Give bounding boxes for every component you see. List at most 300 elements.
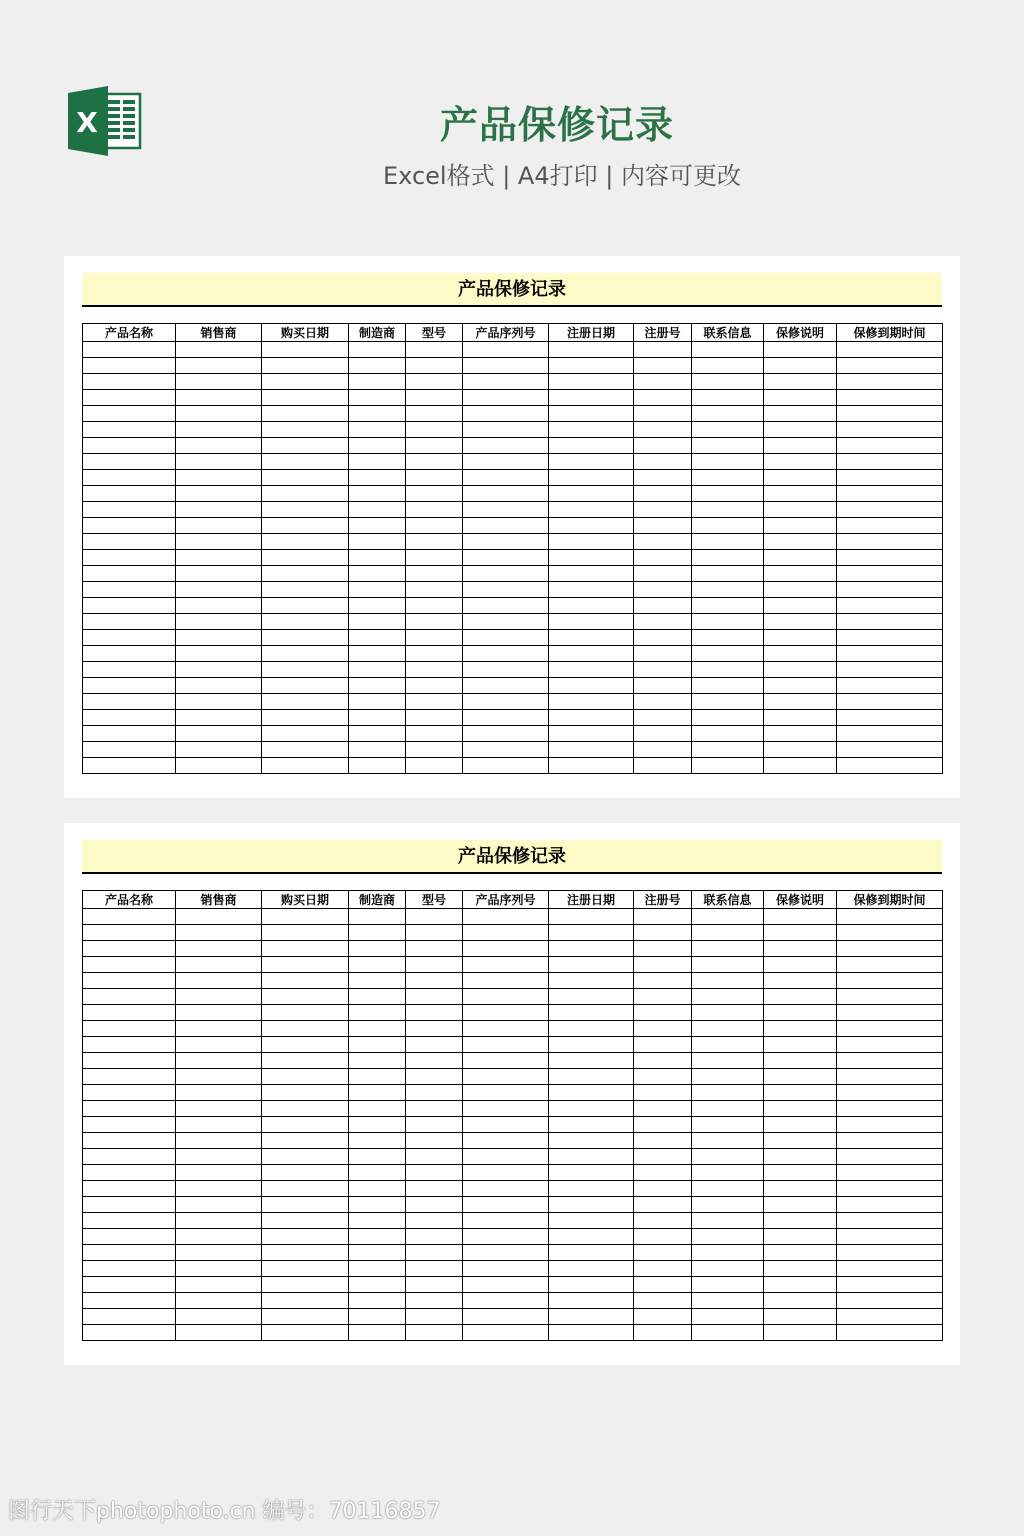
table-cell: [634, 1117, 692, 1133]
table-cell: [692, 1133, 764, 1149]
table-cell: [549, 358, 634, 374]
table-cell: [837, 566, 943, 582]
table-cell: [692, 726, 764, 742]
table-cell: [837, 1229, 943, 1245]
table-cell: [692, 470, 764, 486]
table-cell: [262, 342, 349, 358]
table-cell: [262, 678, 349, 694]
table-cell: [349, 957, 406, 973]
table-cell: [634, 646, 692, 662]
table-cell: [463, 1133, 549, 1149]
column-header: 产品名称: [83, 324, 176, 342]
table-cell: [463, 374, 549, 390]
table-cell: [634, 1309, 692, 1325]
table-cell: [463, 1197, 549, 1213]
table-cell: [83, 1261, 176, 1277]
table-cell: [692, 1277, 764, 1293]
table-cell: [349, 454, 406, 470]
table-cell: [549, 1277, 634, 1293]
table-cell: [406, 534, 463, 550]
table-row: [83, 614, 943, 630]
table-cell: [349, 534, 406, 550]
table-cell: [176, 1133, 262, 1149]
table-cell: [406, 909, 463, 925]
table-cell: [463, 662, 549, 678]
table-cell: [262, 502, 349, 518]
table-cell: [349, 550, 406, 566]
table-cell: [176, 662, 262, 678]
table-cell: [176, 1053, 262, 1069]
table-cell: [764, 925, 837, 941]
table-cell: [463, 1021, 549, 1037]
table-cell: [262, 1101, 349, 1117]
column-header: 保修说明: [764, 324, 837, 342]
table-cell: [837, 1085, 943, 1101]
table-cell: [549, 1181, 634, 1197]
table-cell: [837, 406, 943, 422]
table-cell: [83, 646, 176, 662]
table-cell: [406, 1053, 463, 1069]
table-cell: [837, 1037, 943, 1053]
table-cell: [349, 710, 406, 726]
table-cell: [837, 470, 943, 486]
table-cell: [83, 390, 176, 406]
table-cell: [349, 390, 406, 406]
table-cell: [349, 1021, 406, 1037]
table-cell: [764, 358, 837, 374]
table-row: [83, 1117, 943, 1133]
table-cell: [176, 973, 262, 989]
table-cell: [262, 989, 349, 1005]
table-cell: [349, 973, 406, 989]
table-cell: [349, 909, 406, 925]
column-header: 产品序列号: [463, 324, 549, 342]
table-cell: [406, 1005, 463, 1021]
table-cell: [837, 1165, 943, 1181]
table-cell: [349, 1149, 406, 1165]
table-cell: [837, 374, 943, 390]
table-cell: [349, 1229, 406, 1245]
table-cell: [349, 1101, 406, 1117]
table-cell: [837, 438, 943, 454]
table-cell: [349, 1325, 406, 1341]
table-cell: [83, 989, 176, 1005]
table-header-row: [83, 324, 943, 342]
table-cell: [764, 614, 837, 630]
table-cell: [764, 1197, 837, 1213]
table-cell: [634, 925, 692, 941]
table-cell: [764, 422, 837, 438]
table-cell: [692, 957, 764, 973]
page-title: 产品保修记录: [439, 103, 674, 147]
table-cell: [634, 438, 692, 454]
table-cell: [262, 534, 349, 550]
table-cell: [463, 989, 549, 1005]
table-cell: [262, 486, 349, 502]
table-cell: [634, 614, 692, 630]
table-cell: [692, 1229, 764, 1245]
column-header: 产品序列号: [463, 891, 549, 909]
table-cell: [406, 374, 463, 390]
table-cell: [463, 941, 549, 957]
table-cell: [837, 678, 943, 694]
table-cell: [837, 1149, 943, 1165]
table-cell: [349, 1197, 406, 1213]
table-cell: [692, 694, 764, 710]
table-cell: [406, 406, 463, 422]
table-row: [83, 518, 943, 534]
table-cell: [634, 582, 692, 598]
table-cell: [406, 1069, 463, 1085]
table-cell: [549, 614, 634, 630]
table-cell: [406, 502, 463, 518]
table-cell: [764, 1309, 837, 1325]
table-cell: [764, 454, 837, 470]
table-cell: [83, 534, 176, 550]
table-cell: [764, 438, 837, 454]
table-row: [83, 1005, 943, 1021]
table-cell: [634, 534, 692, 550]
table-cell: [463, 1213, 549, 1229]
table-row: [83, 1021, 943, 1037]
table-cell: [262, 470, 349, 486]
table-cell: [406, 758, 463, 774]
table-cell: [406, 630, 463, 646]
table-cell: [764, 1293, 837, 1309]
table-cell: [837, 1069, 943, 1085]
table-cell: [837, 1213, 943, 1229]
table-cell: [83, 973, 176, 989]
table-cell: [549, 1133, 634, 1149]
table-row: [83, 598, 943, 614]
table-cell: [262, 1309, 349, 1325]
table-cell: [549, 486, 634, 502]
column-header: 保修到期时间: [837, 891, 943, 909]
table-cell: [463, 678, 549, 694]
table-cell: [692, 1053, 764, 1069]
table-cell: [692, 742, 764, 758]
table-cell: [837, 1197, 943, 1213]
table-cell: [406, 518, 463, 534]
table-row: [83, 925, 943, 941]
table-cell: [692, 518, 764, 534]
table-cell: [634, 1181, 692, 1197]
table-row: [83, 662, 943, 678]
table-cell: [692, 358, 764, 374]
table-row: [83, 1037, 943, 1053]
table-row: [83, 1085, 943, 1101]
table-cell: [176, 374, 262, 390]
table-cell: [634, 454, 692, 470]
table-cell: [634, 502, 692, 518]
column-header: 产品名称: [83, 891, 176, 909]
table-cell: [83, 662, 176, 678]
table-cell: [463, 566, 549, 582]
table-cell: [349, 1261, 406, 1277]
table-cell: [463, 710, 549, 726]
table-cell: [549, 646, 634, 662]
table-cell: [764, 1053, 837, 1069]
table-cell: [176, 582, 262, 598]
table-cell: [692, 1309, 764, 1325]
column-header: 购买日期: [262, 324, 349, 342]
table-row: [83, 758, 943, 774]
table-cell: [634, 1325, 692, 1341]
table-row: [83, 1229, 943, 1245]
table-cell: [262, 1037, 349, 1053]
table-cell: [349, 1293, 406, 1309]
table-cell: [634, 1005, 692, 1021]
table-row: [83, 1101, 943, 1117]
table-cell: [176, 486, 262, 502]
table-cell: [83, 454, 176, 470]
table-cell: [83, 909, 176, 925]
table-cell: [176, 1069, 262, 1085]
table-cell: [634, 1229, 692, 1245]
table-cell: [463, 1181, 549, 1197]
table-cell: [463, 438, 549, 454]
table-cell: [634, 1069, 692, 1085]
table-cell: [463, 1149, 549, 1165]
table-cell: [634, 758, 692, 774]
table-cell: [634, 1197, 692, 1213]
table-cell: [837, 630, 943, 646]
table-cell: [83, 726, 176, 742]
table-cell: [837, 646, 943, 662]
table-cell: [837, 390, 943, 406]
table-cell: [692, 630, 764, 646]
table-cell: [83, 1021, 176, 1037]
table-cell: [406, 662, 463, 678]
table-cell: [837, 486, 943, 502]
table-cell: [692, 1293, 764, 1309]
column-header: 购买日期: [262, 891, 349, 909]
table-cell: [349, 582, 406, 598]
table-cell: [83, 925, 176, 941]
table-cell: [176, 438, 262, 454]
table-cell: [349, 1277, 406, 1293]
table-cell: [176, 1117, 262, 1133]
table-cell: [837, 1309, 943, 1325]
table-cell: [406, 1213, 463, 1229]
column-header: 注册日期: [549, 324, 634, 342]
table-cell: [549, 678, 634, 694]
table-cell: [692, 486, 764, 502]
table-cell: [634, 957, 692, 973]
table-cell: [764, 550, 837, 566]
table-cell: [634, 1053, 692, 1069]
table-cell: [837, 534, 943, 550]
table-cell: [176, 598, 262, 614]
table-cell: [349, 1053, 406, 1069]
table-cell: [634, 694, 692, 710]
table-cell: [463, 1165, 549, 1181]
table-cell: [463, 1261, 549, 1277]
table-cell: [176, 1165, 262, 1181]
table-cell: [406, 1245, 463, 1261]
table-cell: [549, 1165, 634, 1181]
table-cell: [262, 646, 349, 662]
table-cell: [262, 374, 349, 390]
table-cell: [634, 630, 692, 646]
table-cell: [634, 342, 692, 358]
column-header: 制造商: [349, 891, 406, 909]
table-cell: [764, 1069, 837, 1085]
table-cell: [692, 502, 764, 518]
table-cell: [176, 550, 262, 566]
table-row: [83, 1277, 943, 1293]
table-cell: [349, 941, 406, 957]
table-cell: [634, 1021, 692, 1037]
table-cell: [463, 598, 549, 614]
table-row: [83, 550, 943, 566]
table-cell: [176, 925, 262, 941]
table-cell: [764, 406, 837, 422]
table-cell: [764, 1277, 837, 1293]
table-cell: [83, 1197, 176, 1213]
warranty-table: [82, 890, 943, 1341]
table-cell: [262, 1053, 349, 1069]
table-cell: [262, 1229, 349, 1245]
table-cell: [262, 614, 349, 630]
table-cell: [262, 1021, 349, 1037]
table-cell: [837, 694, 943, 710]
excel-logo-letter: X: [76, 106, 98, 139]
table-cell: [83, 1309, 176, 1325]
table-cell: [176, 941, 262, 957]
table-cell: [349, 662, 406, 678]
table-cell: [262, 694, 349, 710]
table-cell: [692, 1261, 764, 1277]
table-cell: [262, 1149, 349, 1165]
table-cell: [837, 1117, 943, 1133]
table-cell: [83, 1181, 176, 1197]
table-row: [83, 358, 943, 374]
table-cell: [349, 342, 406, 358]
table-cell: [692, 1149, 764, 1165]
table-cell: [764, 1101, 837, 1117]
table-cell: [634, 1133, 692, 1149]
table-cell: [262, 518, 349, 534]
table-cell: [83, 1149, 176, 1165]
table-cell: [349, 486, 406, 502]
table-cell: [349, 726, 406, 742]
table-cell: [463, 534, 549, 550]
table-cell: [262, 973, 349, 989]
table-cell: [406, 598, 463, 614]
table-cell: [176, 1309, 262, 1325]
table-cell: [176, 342, 262, 358]
table-cell: [83, 742, 176, 758]
table-cell: [837, 957, 943, 973]
table-cell: [262, 1069, 349, 1085]
table-cell: [176, 742, 262, 758]
table-cell: [406, 1293, 463, 1309]
table-cell: [692, 1325, 764, 1341]
table-cell: [349, 1165, 406, 1181]
table-cell: [83, 374, 176, 390]
table-cell: [692, 566, 764, 582]
table-cell: [176, 909, 262, 925]
table-cell: [262, 1213, 349, 1229]
table-cell: [406, 941, 463, 957]
table-cell: [406, 1261, 463, 1277]
table-cell: [176, 630, 262, 646]
table-row: [83, 342, 943, 358]
table-cell: [83, 1245, 176, 1261]
table-cell: [692, 390, 764, 406]
table-cell: [176, 694, 262, 710]
column-header: 保修到期时间: [837, 324, 943, 342]
table-cell: [83, 1117, 176, 1133]
table-cell: [764, 758, 837, 774]
table-cell: [262, 1117, 349, 1133]
table-cell: [176, 989, 262, 1005]
table-cell: [837, 909, 943, 925]
table-cell: [837, 1133, 943, 1149]
table-cell: [262, 710, 349, 726]
table-cell: [262, 726, 349, 742]
table-cell: [349, 989, 406, 1005]
table-cell: [692, 1101, 764, 1117]
table-cell: [176, 470, 262, 486]
table-cell: [837, 1101, 943, 1117]
table-row: [83, 694, 943, 710]
table-cell: [406, 1165, 463, 1181]
table-cell: [764, 678, 837, 694]
table-cell: [634, 662, 692, 678]
table-cell: [549, 342, 634, 358]
table-cell: [176, 1229, 262, 1245]
table-cell: [463, 422, 549, 438]
table-cell: [262, 438, 349, 454]
table-cell: [549, 742, 634, 758]
table-cell: [837, 1181, 943, 1197]
table-cell: [549, 1117, 634, 1133]
table-cell: [83, 422, 176, 438]
table-cell: [83, 566, 176, 582]
table-cell: [764, 598, 837, 614]
table-cell: [837, 518, 943, 534]
table-cell: [349, 470, 406, 486]
table-cell: [262, 758, 349, 774]
table-cell: [349, 518, 406, 534]
table-cell: [764, 909, 837, 925]
table-cell: [349, 925, 406, 941]
table-cell: [634, 1101, 692, 1117]
table-cell: [349, 742, 406, 758]
table-cell: [176, 1021, 262, 1037]
table-cell: [262, 598, 349, 614]
table-cell: [634, 1293, 692, 1309]
table-cell: [764, 534, 837, 550]
table-cell: [262, 406, 349, 422]
table-cell: [406, 1181, 463, 1197]
table-cell: [634, 470, 692, 486]
table-cell: [837, 1021, 943, 1037]
table-cell: [176, 1197, 262, 1213]
table-cell: [549, 710, 634, 726]
table-cell: [692, 1181, 764, 1197]
table-cell: [764, 470, 837, 486]
table-cell: [764, 1005, 837, 1021]
table-cell: [463, 470, 549, 486]
table-cell: [83, 1165, 176, 1181]
table-cell: [349, 422, 406, 438]
table-row: [83, 1133, 943, 1149]
table-cell: [463, 614, 549, 630]
table-row: [83, 1261, 943, 1277]
